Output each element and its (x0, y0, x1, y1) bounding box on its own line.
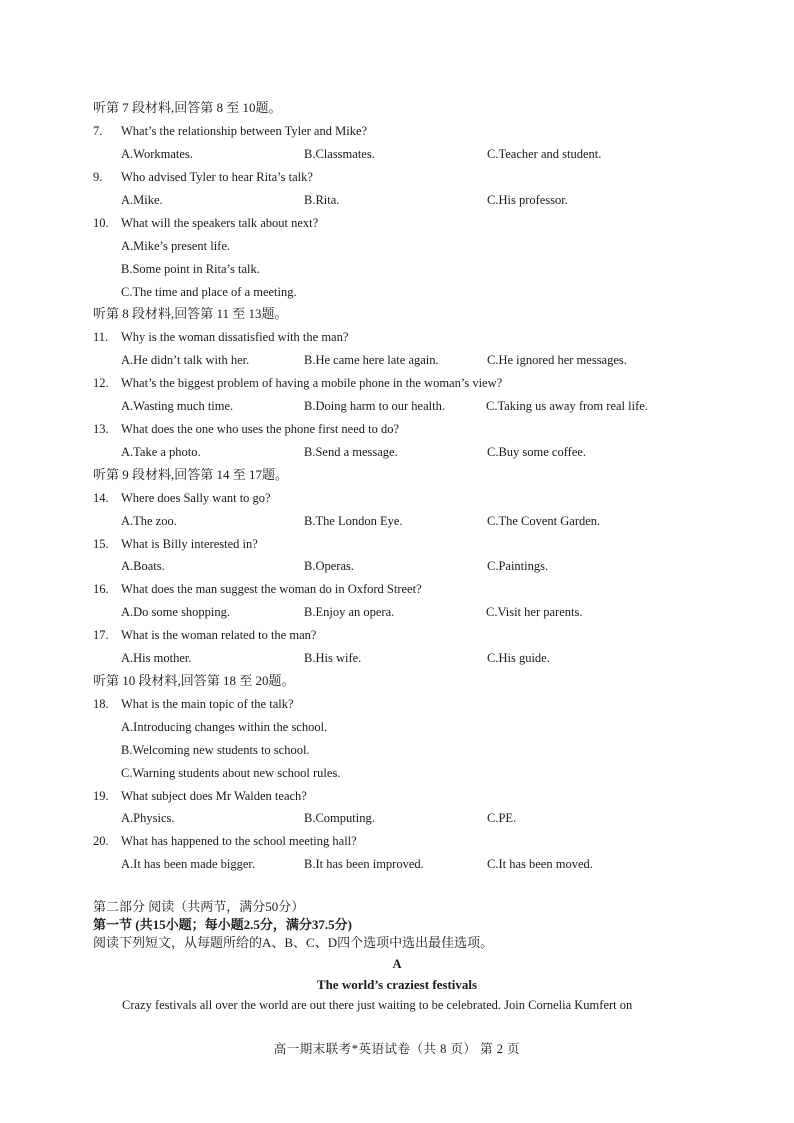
passage-letter: A (392, 957, 402, 971)
section-heading: 听第 9 段材料,回答第 14 至 17题。 (93, 467, 289, 482)
subsection-heading: 第一节 (共15小题；每小题2.5分，满分37.5分) (93, 917, 352, 932)
question-number: 11. (93, 330, 109, 344)
question-text: What subject does Mr Walden teach? (121, 789, 307, 803)
option-c: C.Teacher and student. (487, 147, 602, 161)
part-heading: 第二部分 阅读（共两节，满分50分） (93, 899, 305, 914)
option-b: B.Operas. (304, 559, 354, 573)
option-a: A.Do some shopping. (121, 605, 231, 619)
question-text: Where does Sally want to go? (121, 491, 271, 505)
option-a: A.Workmates. (121, 147, 193, 161)
option-c: C.PE. (487, 811, 517, 825)
section-heading: 听第 8 段材料,回答第 11 至 13题。 (93, 306, 288, 321)
option-a: A.Take a photo. (121, 445, 201, 459)
option-c: C.He ignored her messages. (487, 353, 627, 367)
question-text: What will the speakers talk about next? (121, 216, 319, 230)
option-c: C.His professor. (487, 193, 568, 207)
option-c: C.Buy some coffee. (487, 445, 587, 459)
question-text: What’s the biggest problem of having a mobile phone in the woman’s view? (121, 376, 503, 390)
option-a: A.His mother. (121, 651, 192, 665)
option-b: B.Some point in Rita’s talk. (121, 262, 260, 276)
section-heading: 听第 10 段材料,回答第 18 至 20题。 (93, 673, 295, 688)
option-a: A.He didn’t talk with her. (121, 353, 250, 367)
question-number: 14. (93, 491, 109, 505)
question-number: 17. (93, 628, 109, 642)
option-c: C.Taking us away from real life. (486, 399, 648, 413)
option-a: A.Physics. (121, 811, 175, 825)
option-b: B.His wife. (304, 651, 362, 665)
option-c: C.The Covent Garden. (487, 514, 601, 528)
question-text: Who advised Tyler to hear Rita’s talk? (121, 170, 313, 184)
passage-title: The world’s craziest festivals (316, 977, 478, 992)
question-text: What does the man suggest the woman do in Oxford Street? (121, 582, 422, 596)
option-b: B.Computing. (304, 811, 375, 825)
option-b: B.The London Eye. (304, 514, 403, 528)
page-footer: 高一期末联考*英语试卷（共 8 页） 第 2 页 (273, 1042, 521, 1056)
option-b: B.Classmates. (304, 147, 375, 161)
option-b: B.It has been improved. (304, 857, 424, 871)
option-c: C.Visit her parents. (486, 605, 583, 619)
option-a: A.Boats. (121, 559, 165, 573)
question-number: 18. (93, 697, 109, 711)
option-b: B.Rita. (304, 193, 340, 207)
option-a: A.The zoo. (121, 514, 177, 528)
option-c: C.The time and place of a meeting. (121, 285, 297, 299)
option-b: B.Doing harm to our health. (304, 399, 445, 413)
option-a: A.It has been made bigger. (121, 857, 255, 871)
question-number: 20. (93, 834, 109, 848)
passage-paragraph: Crazy festivals all over the world are out there just waiting to be celebrated. Join Cornelia Kumfert on (122, 998, 633, 1012)
question-text: What does the one who uses the phone first need to do? (121, 422, 400, 436)
option-b: B.Welcoming new students to school. (121, 743, 310, 757)
question-number: 15. (93, 537, 109, 551)
option-c: C.Paintings. (487, 559, 549, 573)
question-number: 10. (93, 216, 109, 230)
question-number: 12. (93, 376, 109, 390)
instruction-text: 阅读下列短文，从每题所给的A、B、C、D四个选项中选出最佳选项。 (93, 935, 494, 950)
question-text: Why is the woman dissatisfied with the man? (121, 330, 349, 344)
option-a: A.Mike’s present life. (121, 239, 231, 253)
option-a: A.Introducing changes within the school. (121, 720, 328, 734)
question-number: 7. (93, 124, 103, 138)
option-c: C.It has been moved. (487, 857, 593, 871)
question-text: What has happened to the school meeting hall? (121, 834, 357, 848)
question-text: What is the woman related to the man? (121, 628, 317, 642)
option-b: B.He came here late again. (304, 353, 439, 367)
question-text: What’s the relationship between Tyler and Mike? (121, 124, 368, 138)
section-heading: 听第 7 段材料,回答第 8 至 10题。 (93, 100, 282, 115)
question-number: 19. (93, 789, 109, 803)
question-number: 13. (93, 422, 109, 436)
question-text: What is Billy interested in? (121, 537, 258, 551)
option-a: A.Mike. (121, 193, 163, 207)
option-b: B.Send a message. (304, 445, 398, 459)
question-text: What is the main topic of the talk? (121, 697, 294, 711)
question-number: 16. (93, 582, 109, 596)
option-a: A.Wasting much time. (121, 399, 234, 413)
option-c: C.Warning students about new school rules. (121, 766, 341, 780)
question-number: 9. (93, 170, 103, 184)
option-c: C.His guide. (487, 651, 550, 665)
option-b: B.Enjoy an opera. (304, 605, 395, 619)
